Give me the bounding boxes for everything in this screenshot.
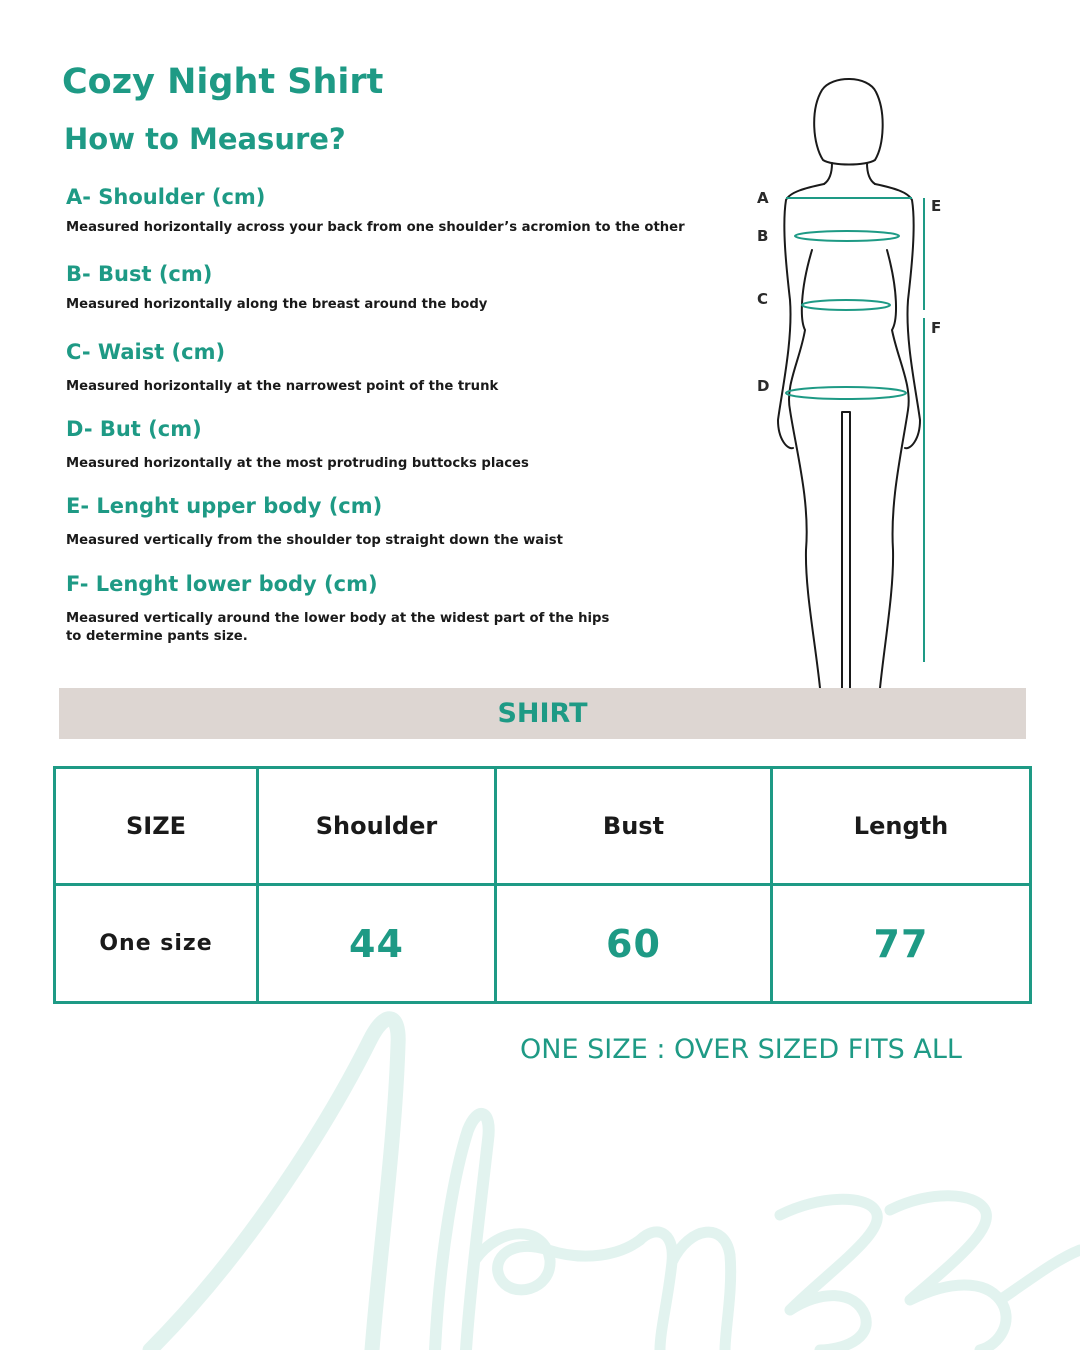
header-length: Length [853, 812, 949, 840]
table-header-cell [496, 768, 772, 885]
table-header-cell [772, 768, 1031, 885]
length-value: 77 [873, 921, 929, 966]
section-banner [59, 688, 1026, 739]
page-title: Cozy Night Shirt [62, 62, 384, 102]
bust-ring [795, 231, 899, 241]
measure-item-upper-length [66, 494, 706, 550]
measure-heading: D- But (cm) [66, 417, 202, 441]
table-header-row [55, 768, 1031, 885]
page-subtitle: How to Measure? [64, 122, 346, 156]
waist-ring [802, 300, 890, 310]
header-shoulder: Shoulder [315, 812, 438, 840]
measure-description: Measured vertically from the shoulder top straight down the waist [66, 533, 563, 548]
measure-heading: B- Bust (cm) [66, 262, 213, 286]
measure-item-shoulder [66, 185, 706, 237]
measure-item-lower-length [66, 572, 706, 646]
hip-ring [786, 387, 906, 399]
measure-item-bust [66, 262, 706, 314]
header-size: SIZE [125, 812, 186, 840]
banner-label: SHIRT [497, 698, 588, 729]
measure-description: Measured vertically around the lower body at the widest part of the hips to determine pants size. [66, 611, 610, 644]
fit-note: ONE SIZE : OVER SIZED FITS ALL [520, 1034, 962, 1065]
table-header-cell [258, 768, 496, 885]
measure-heading: C- Waist (cm) [66, 340, 226, 364]
bust-value: 60 [606, 921, 661, 966]
measure-description: Measured horizontally at the most protruding buttocks places [66, 456, 529, 471]
measure-heading: A- Shoulder (cm) [66, 185, 266, 209]
body-outline [778, 79, 920, 690]
table-cell [258, 885, 496, 1003]
table-cell [772, 885, 1031, 1003]
body-measurement-figure [740, 70, 960, 690]
measure-description: Measured horizontally at the narrowest point of the trunk [66, 379, 499, 394]
header-bust: Bust [602, 812, 665, 840]
label-d: D [757, 377, 770, 395]
label-f: F [931, 319, 942, 337]
measure-heading: F- Lenght lower body (cm) [66, 572, 378, 596]
measure-heading: E- Lenght upper body (cm) [66, 494, 383, 518]
shoulder-value: 44 [349, 921, 404, 966]
label-a: A [757, 189, 769, 207]
label-c: C [757, 290, 769, 308]
measure-item-waist [66, 340, 706, 396]
measure-description: Measured horizontally across your back from one shoulder’s acromion to the other [66, 220, 685, 235]
table-cell [496, 885, 772, 1003]
size-label: One size [99, 931, 213, 956]
label-e: E [931, 197, 942, 215]
table-row [55, 885, 1031, 1003]
measure-description: Measured horizontally along the breast around the body [66, 297, 488, 312]
measure-item-butt [66, 417, 706, 473]
table-header-cell [55, 768, 258, 885]
label-b: B [757, 227, 769, 245]
size-table [53, 766, 1032, 1004]
table-cell [55, 885, 258, 1003]
